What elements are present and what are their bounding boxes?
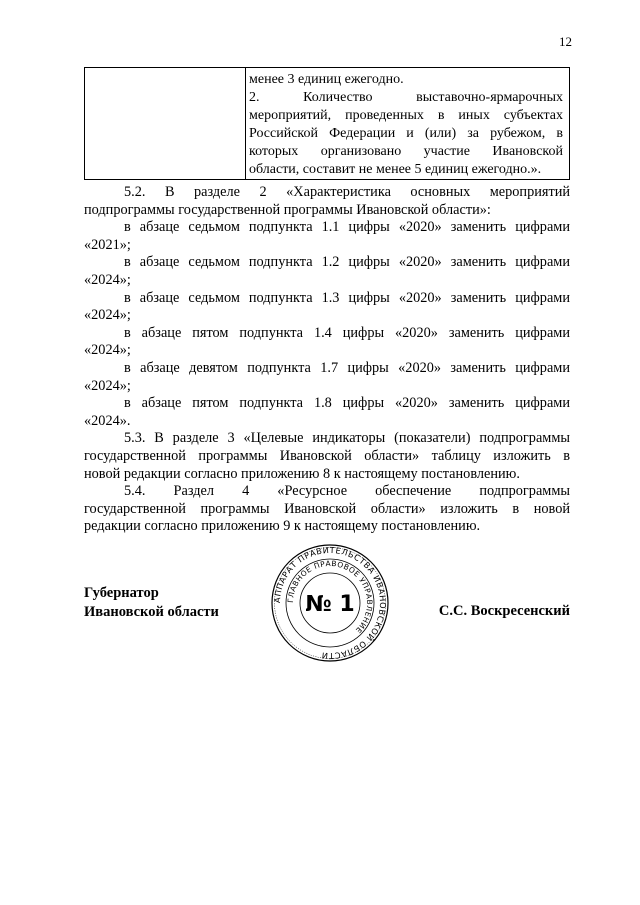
seal-number: № 1	[305, 592, 355, 617]
document-body	[84, 184, 570, 536]
table-line: менее 3 единиц ежегодно.	[249, 72, 404, 87]
official-seal-stamp	[270, 543, 390, 663]
paragraph-line: «2024»;	[84, 377, 131, 394]
paragraph-line: в абзаце девятом подпункта 1.7 цифры «2020» заменить цифрами	[124, 359, 570, 376]
seal-inner-text: ГЛАВНОЕ ПРАВОВОЕ УПРАВЛЕНИЕ	[285, 558, 375, 636]
paragraph-line: «2024»;	[84, 342, 131, 359]
paragraph-line: «2024»;	[84, 271, 131, 288]
paragraph-line: в абзаце седьмом подпункта 1.2 цифры «2020» заменить цифрами	[124, 254, 570, 271]
signer-position: Губернатор	[84, 585, 159, 601]
paragraph-line: «2024».	[84, 412, 131, 429]
paragraph-line: государственной программы Ивановской области» изложить в новой	[84, 500, 570, 517]
paragraph-line: государственной программы Ивановской области» таблицу изложить в	[84, 447, 570, 464]
paragraph-line: «2024»;	[84, 307, 131, 324]
table-line: Российской Федерации и (или) за рубежом, в	[249, 126, 563, 141]
seal-ring-text: АППАРАТ ПРАВИТЕЛЬСТВА ИВАНОВСКОЙ ОБЛАСТИ	[271, 544, 389, 662]
paragraph-line: в абзаце пятом подпункта 1.8 цифры «2020» заменить цифрами	[124, 395, 570, 412]
signer-region: Ивановской области	[84, 604, 219, 620]
signer-name: С.С. Воскресенский	[438, 603, 570, 619]
paragraph-line: подпрограммы государственной программы Ивановской области»:	[84, 201, 491, 218]
paragraph-line: в абзаце седьмом подпункта 1.3 цифры «2020» заменить цифрами	[124, 289, 570, 306]
table-fragment	[84, 67, 570, 180]
table-empty-cell	[85, 68, 246, 179]
paragraph-line: 5.4. Раздел 4 «Ресурсное обеспечение подпрограммы	[124, 483, 570, 500]
paragraph-line: редакции согласно приложению 9 к настоящему постановлению.	[84, 518, 481, 535]
paragraph-line: 5.3. В разделе 3 «Целевые индикаторы (показатели) подпрограммы	[124, 430, 570, 447]
paragraph-line: 5.2. В разделе 2 «Характеристика основных мероприятий	[124, 184, 570, 200]
table-line: которых организовано участие Ивановской	[249, 144, 563, 159]
page-number: 12	[559, 34, 572, 49]
paragraph-line: в абзаце седьмом подпункта 1.1 цифры «2020» заменить цифрами	[124, 219, 570, 236]
table-line: мероприятий, проведенных в иных субъектах	[249, 108, 563, 123]
table-line: 2. Количество выставочно-ярмарочных	[249, 90, 563, 105]
table-line: области, составит не менее 5 единиц ежегодно.».	[249, 162, 542, 177]
paragraph-line: «2021»;	[84, 236, 131, 253]
signature-title	[84, 584, 219, 622]
paragraph-line: новой редакции согласно приложению 8 к настоящему постановлению.	[84, 465, 520, 482]
paragraph-line: в абзаце пятом подпункта 1.4 цифры «2020» заменить цифрами	[124, 324, 570, 341]
table-text-cell	[249, 71, 563, 179]
